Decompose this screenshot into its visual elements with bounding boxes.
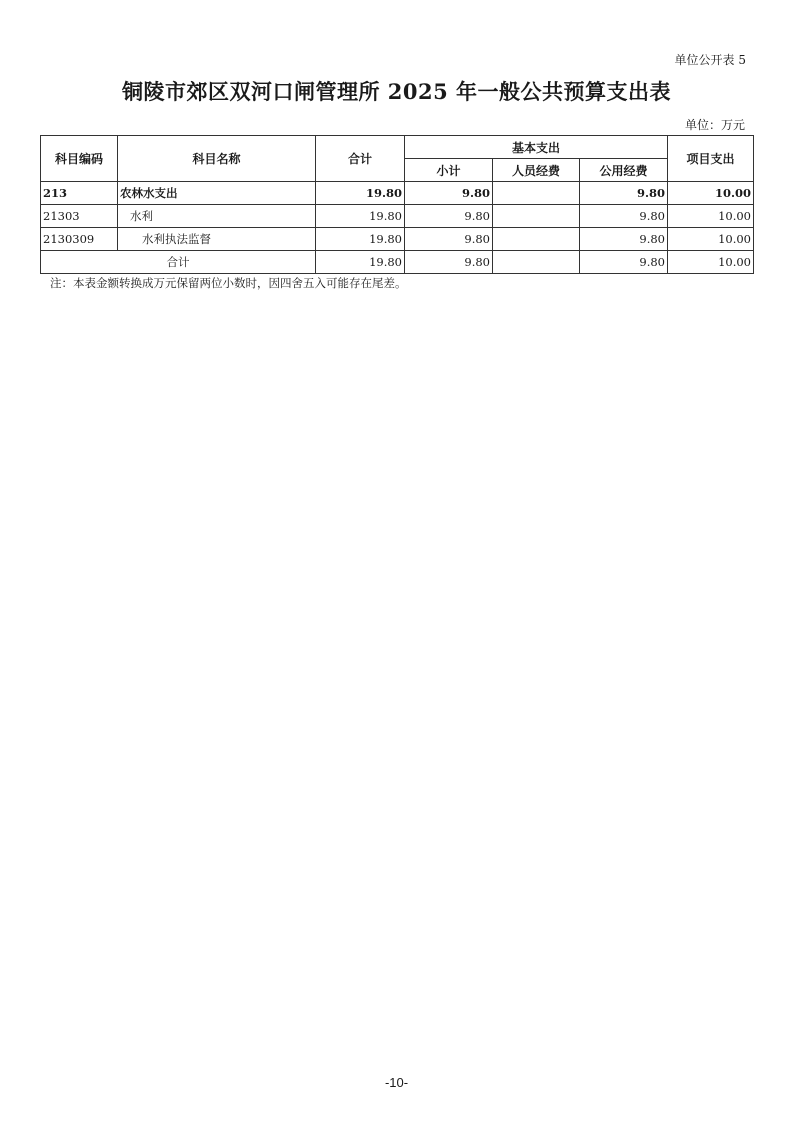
cell-name: 水利 [118, 205, 316, 228]
cell-name: 农林水支出 [118, 182, 316, 205]
cell-public: 9.80 [580, 228, 668, 251]
budget-table [40, 135, 754, 274]
header-project: 项目支出 [668, 136, 754, 182]
header-personnel: 人员经费 [493, 159, 580, 182]
page-number: -10- [384, 1075, 409, 1090]
cell-total: 19.80 [316, 182, 405, 205]
header-public: 公用经费 [580, 159, 668, 182]
total-label: 合计 [41, 251, 316, 274]
cell-project: 10.00 [668, 205, 754, 228]
cell-personnel [493, 228, 580, 251]
unit-label: 单位：万元 [684, 118, 745, 132]
cell-public: 9.80 [580, 205, 668, 228]
cell-code: 213 [41, 182, 118, 205]
total-personnel [493, 251, 580, 274]
table-row [41, 205, 754, 228]
cell-total: 19.80 [316, 228, 405, 251]
cell-subtotal: 9.80 [405, 205, 493, 228]
footnote: 注：本表金额转换成万元保留两位小数时，因四舍五入可能存在尾差。 [50, 276, 407, 290]
cell-personnel [493, 205, 580, 228]
header-subtotal: 小计 [405, 159, 493, 182]
header-name: 科目名称 [118, 136, 316, 182]
header-basic: 基本支出 [405, 136, 668, 159]
header-row-1 [41, 136, 754, 159]
cell-project: 10.00 [668, 182, 754, 205]
cell-code: 21303 [41, 205, 118, 228]
cell-public: 9.80 [580, 182, 668, 205]
cell-subtotal: 9.80 [405, 182, 493, 205]
total-project: 10.00 [668, 251, 754, 274]
cell-name: 水利执法监督 [118, 228, 316, 251]
table-row [41, 228, 754, 251]
page-title: 铜陵市郊区双河口闸管理所 2025 年一般公共预算支出表 [121, 79, 672, 104]
total-subtotal: 9.80 [405, 251, 493, 274]
total-public: 9.80 [580, 251, 668, 274]
form-number: 单位公开表 5 [674, 53, 746, 67]
total-total: 19.80 [316, 251, 405, 274]
cell-subtotal: 9.80 [405, 228, 493, 251]
table-row [41, 182, 754, 205]
header-total: 合计 [316, 136, 405, 182]
cell-project: 10.00 [668, 228, 754, 251]
total-row [41, 251, 754, 274]
header-code: 科目编码 [41, 136, 118, 182]
cell-code: 2130309 [41, 228, 118, 251]
cell-personnel [493, 182, 580, 205]
cell-total: 19.80 [316, 205, 405, 228]
